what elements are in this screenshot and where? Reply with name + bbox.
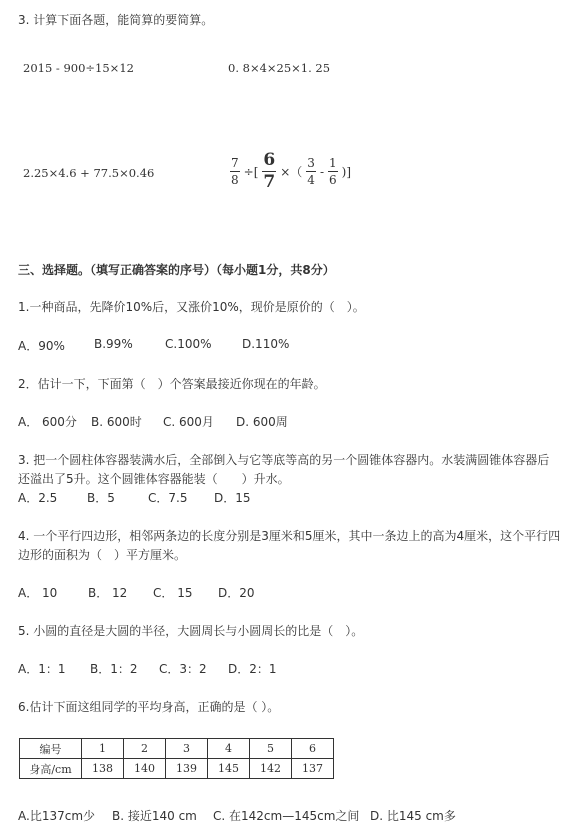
- q1-option-d: D.110%: [242, 337, 290, 351]
- q4-option-b: B． 12: [88, 586, 128, 600]
- height-table: [19, 738, 334, 779]
- table-cell: 140: [124, 759, 166, 779]
- q1-option-b: B.99%: [94, 337, 133, 351]
- numerator: 6: [263, 150, 276, 170]
- q6-option-a: A.比137cm少: [18, 809, 96, 823]
- q3-option-a: A．2.5: [18, 491, 58, 505]
- q2-option-a: A． 600分: [18, 415, 77, 429]
- question-1: 1.一种商品，先降价10%后，又涨价10%，现价是原价的（ ）。: [18, 300, 365, 314]
- table-cell: 2: [124, 739, 166, 759]
- q3-option-b: B．5: [87, 491, 115, 505]
- denominator: 6: [329, 173, 337, 187]
- operator-divide: ÷[: [243, 164, 259, 179]
- expression-1: 2015 - 900÷15×12: [23, 61, 134, 75]
- q4-option-d: D．20: [218, 586, 255, 600]
- q5-option-c: C．3：2: [159, 662, 207, 676]
- q4-option-a: A． 10: [18, 586, 58, 600]
- table-cell: 142: [250, 759, 292, 779]
- table-cell: 1: [82, 739, 124, 759]
- table-cell: 145: [208, 759, 250, 779]
- q1-option-a: A．90%: [18, 339, 65, 353]
- question-3-line-1: 3. 把一个圆柱体容器装满水后，全部倒入与它等底等高的另一个圆锥体容器内。水装满圆锥体容器后: [18, 453, 550, 467]
- table-row: [20, 739, 334, 759]
- table-cell: 6: [292, 739, 334, 759]
- section-3-title: 3. 计算下面各题，能简算的要简算。: [18, 13, 214, 27]
- table-row: [20, 759, 334, 779]
- question-4-line-2: 边形的面积为（ ）平方厘米。: [18, 548, 187, 562]
- fraction-7-8: [230, 157, 240, 186]
- numerator: 1: [329, 156, 337, 170]
- denominator: 8: [231, 173, 239, 187]
- question-3-line-2: 还溢出了5升。这个圆锥体容器能装（ ）升水。: [18, 472, 290, 486]
- table-cell: 138: [82, 759, 124, 779]
- q5-option-d: D．2：1: [228, 662, 277, 676]
- expression-3: 2.25×4.6 + 77.5×0.46: [23, 166, 155, 180]
- question-4-line-1: 4. 一个平行四边形，相邻两条边的长度分别是3厘米和5厘米，其中一条边上的高为4厘米，这个平行四: [18, 529, 561, 543]
- operator-minus: -: [319, 164, 324, 179]
- q2-option-b: B. 600时: [91, 415, 142, 429]
- q3-option-c: C．7.5: [148, 491, 188, 505]
- table-cell: 4: [208, 739, 250, 759]
- expression-2: 0. 8×4×25×1. 25: [228, 61, 331, 75]
- q5-option-b: B．1：2: [90, 662, 138, 676]
- table-header-height: 身高/cm: [20, 759, 82, 779]
- table-header-id: 编号: [20, 739, 82, 759]
- denominator: 4: [307, 173, 315, 187]
- numerator: 7: [231, 156, 239, 170]
- question-6: 6.估计下面这组同学的平均身高，正确的是（ ）。: [18, 700, 280, 714]
- q2-option-c: C. 600月: [163, 415, 214, 429]
- fraction-1-6: [328, 157, 338, 186]
- expression-4: [228, 152, 353, 191]
- question-5: 5. 小圆的直径是大圆的半径，大圆周长与小圆周长的比是（ ）。: [18, 624, 364, 638]
- q2-option-d: D. 600周: [236, 415, 288, 429]
- q6-option-c: C. 在142cm—145cm之间: [213, 809, 360, 823]
- table-cell: 137: [292, 759, 334, 779]
- fraction-6-7: [262, 152, 276, 191]
- question-2: 2．估计一下，下面第（ ）个答案最接近你现在的年龄。: [18, 377, 326, 391]
- numerator: 3: [307, 156, 315, 170]
- q1-option-c: C.100%: [165, 337, 212, 351]
- q6-option-b: B. 接近140 cm: [112, 809, 197, 823]
- closing-brackets: )]: [341, 164, 352, 179]
- fraction-3-4: [306, 157, 316, 186]
- choice-heading: 三、选择题。（填写正确答案的序号）（每小题1分，共8分）: [18, 263, 335, 277]
- q3-option-d: D．15: [214, 491, 251, 505]
- table-cell: 3: [166, 739, 208, 759]
- q6-option-d: D. 比145 cm多: [370, 809, 456, 823]
- table-cell: 5: [250, 739, 292, 759]
- q5-option-a: A．1：1: [18, 662, 66, 676]
- q4-option-c: C． 15: [153, 586, 193, 600]
- denominator: 7: [263, 172, 276, 192]
- table-cell: 139: [166, 759, 208, 779]
- operator-times: ×（: [280, 165, 303, 179]
